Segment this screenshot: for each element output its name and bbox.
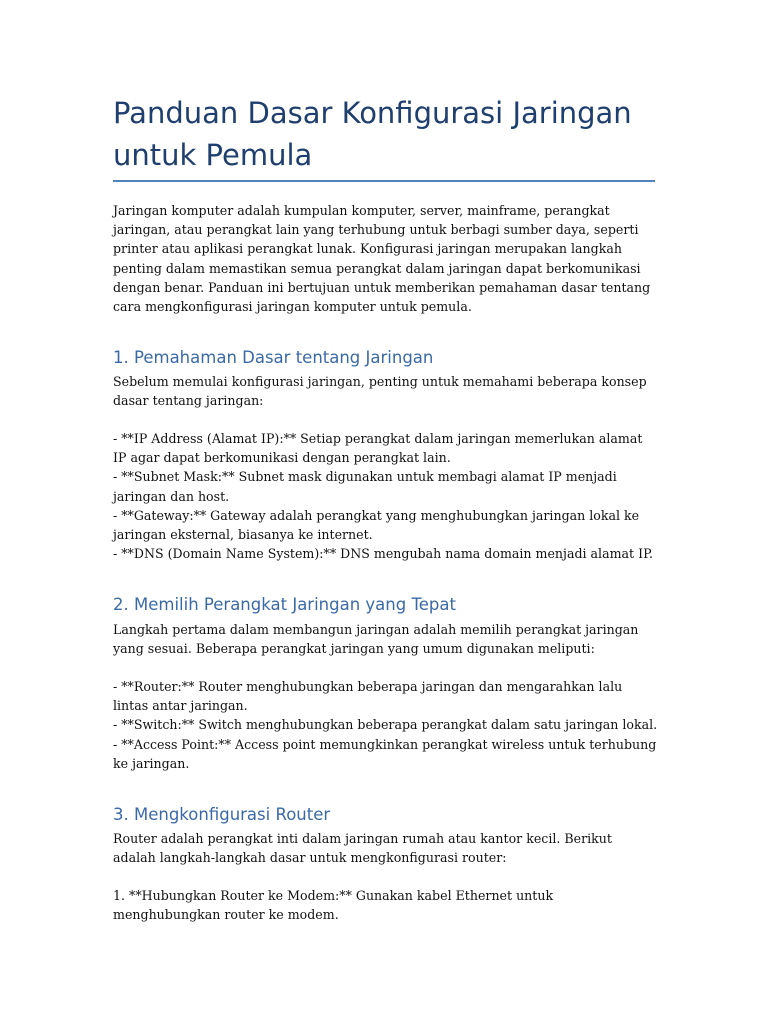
document-title: Panduan Dasar Konfigurasi Jaringan untuk Pemula (113, 96, 632, 172)
intro-paragraph: Jaringan komputer adalah kumpulan komputer, server, mainframe, perangkat jaringan, atau perangkat lain yang terhubung untuk berbagi sumber daya, seperti printer atau aplikasi perangkat lunak. Konfigurasi jaringan merupakan langkah penting dalam memastikan semua perangkat dalam jaringan dapat berkomunikasi dengan benar. Panduan ini bertujuan untuk memberikan pemahaman dasar tentang cara mengkonfigurasi jaringan komputer untuk pemula. (113, 203, 651, 315)
section-3-text: Router adalah perangkat inti dalam jaringan rumah atau kantor kecil. Berikut adalah langkah-langkah dasar untuk mengkonfigurasi router: (113, 831, 612, 866)
title-underline (113, 180, 655, 182)
list-item: - **Switch:** Switch menghubungkan beberapa perangkat dalam satu jaringan lokal. (113, 717, 658, 733)
list-item: - **Router:** Router menghubungkan beberapa jaringan dan mengarahkan lalu lintas antar jaringan. (113, 679, 623, 714)
section-1-heading: 1. Pemahaman Dasar tentang Jaringan (113, 348, 434, 367)
list-item: - **DNS (Domain Name System):** DNS mengubah nama domain menjadi alamat IP. (113, 546, 654, 562)
list-item: - **IP Address (Alamat IP):** Setiap perangkat dalam jaringan memerlukan alamat IP agar dapat berkomunikasi dengan perangkat lain. (113, 431, 643, 466)
list-item: - **Access Point:** Access point memungkinkan perangkat wireless untuk terhubung ke jaringan. (113, 736, 657, 771)
list-item: - **Subnet Mask:** Subnet mask digunakan untuk membagi alamat IP menjadi jaringan dan host. (113, 469, 617, 504)
section-1-text: Sebelum memulai konfigurasi jaringan, penting untuk memahami beberapa konsep dasar tentang jaringan: (113, 374, 647, 409)
list-item: - **Gateway:** Gateway adalah perangkat yang menghubungkan jaringan lokal ke jaringan eksternal, biasanya ke internet. (113, 507, 640, 543)
section-3-heading: 3. Mengkonfigurasi Router (113, 805, 331, 824)
section-3-list (113, 886, 658, 924)
section-1-list (113, 429, 658, 563)
section-2-text: Langkah pertama dalam membangun jaringan adalah memilih perangkat jaringan yang sesuai. Beberapa perangkat jaringan yang umum digunakan meliputi: (113, 622, 639, 657)
section-2-list (113, 677, 658, 773)
section-2-heading: 2. Memilih Perangkat Jaringan yang Tepat (113, 595, 456, 614)
list-item: 1. **Hubungkan Router ke Modem:** Gunakan kabel Ethernet untuk menghubungkan router ke modem. (113, 888, 554, 923)
